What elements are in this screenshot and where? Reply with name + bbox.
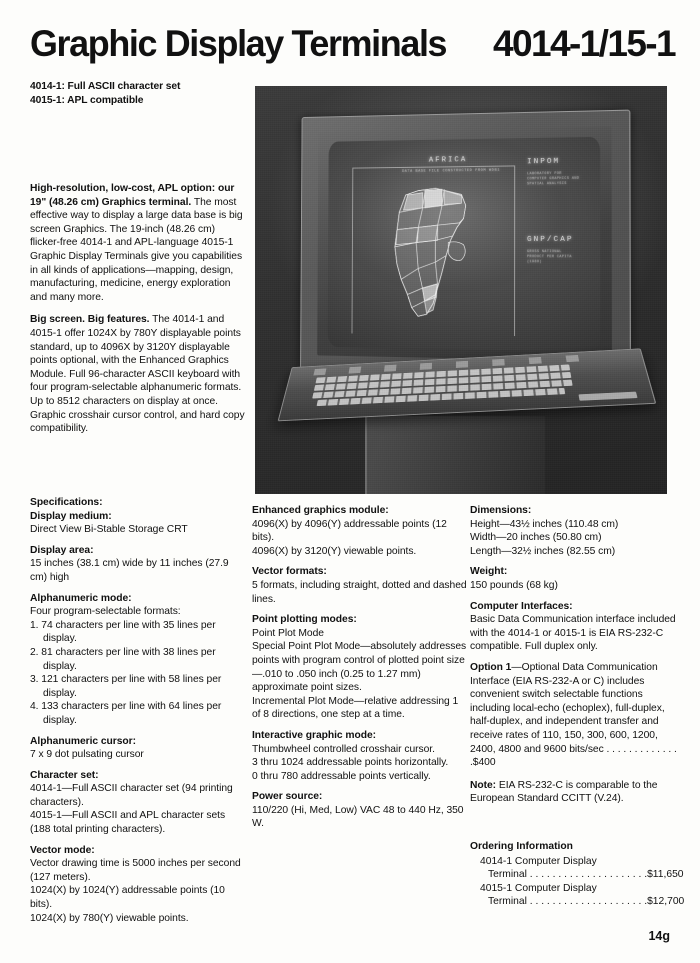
spec-group-line: 1024(X) by 1024(Y) addressable points (10 bits). bbox=[30, 885, 225, 911]
intro-column bbox=[30, 182, 245, 445]
note-text: EIA RS-232-C is comparable to the European Standard CCITT (V.24). bbox=[470, 779, 658, 805]
spec-group-label: Alphanumeric cursor: bbox=[30, 735, 136, 747]
spec-group-label: Vector formats: bbox=[252, 566, 327, 578]
spec-group-line: Vector drawing time is 5000 inches per second (127 meters). bbox=[30, 858, 241, 883]
spec-group-line: 150 pounds (68 kg) bbox=[470, 579, 558, 591]
screen-panel-1-title: INPOM bbox=[527, 157, 561, 167]
ordering-heading: Ordering Information bbox=[470, 841, 573, 852]
ordering-item-name: 4015-1 Computer Display bbox=[480, 882, 597, 894]
page-title: Graphic Display Terminals bbox=[30, 23, 447, 64]
intro-paragraph-1-body: The most effective way to display a large data base is big screen Graphics. The 19-inch (48.26 cm) flicker-free 4014-1 and APL-language 4015-1 Graphic Display Terminals give you capabilities in all kinds of applications—mapping, design, manufacturing, medicine, energy exploration and many more. bbox=[30, 196, 243, 303]
intro-paragraph-2-lead: Big screen. Big features. bbox=[30, 314, 150, 326]
intro-paragraph-1-lead: High-resolution, low-cost, APL option: our 19" (48.26 cm) Graphics terminal. bbox=[30, 183, 235, 208]
spec-group-line: Thumbwheel controlled crosshair cursor. bbox=[252, 743, 435, 755]
screen-panel-1-subtitle: LABORATORY FOR COMPUTER GRAPHICS AND SPATIAL ANALYSIS bbox=[527, 171, 580, 187]
option-1-paragraph bbox=[470, 661, 685, 770]
spec-group-line: Height—43½ inches (110.48 cm) bbox=[470, 518, 619, 530]
spec-group-line: 1024(X) by 780(Y) viewable points. bbox=[30, 912, 189, 924]
spec-group-label: Display medium: bbox=[30, 510, 112, 522]
spec-group-line: 110/220 (Hi, Med, Low) VAC 48 to 440 Hz, 350 W. bbox=[252, 804, 464, 830]
model-number: 4014-1/15-1 bbox=[493, 23, 675, 64]
ordering-item-price-line: Terminal . . . . . . . . . . . . . . . . . . . . .$11,650 bbox=[488, 869, 684, 881]
spec-group-label: Point plotting modes: bbox=[252, 614, 357, 626]
subheading-line-2: 4015-1: APL compatible bbox=[30, 95, 144, 107]
spec-group-line: 4096(X) by 3120(Y) viewable points. bbox=[252, 545, 417, 557]
spec-group-label: Enhanced graphics module: bbox=[252, 505, 389, 516]
spec-group-line: Direct View Bi-Stable Storage CRT bbox=[30, 524, 188, 536]
specifications-column-left bbox=[30, 496, 245, 925]
spec-group-line: Incremental Plot Mode—relative addressing 1 of 8 directions, one step at a time. bbox=[252, 695, 459, 721]
spec-group-line: 7 x 9 dot pulsating cursor bbox=[30, 749, 144, 761]
screen-panel-2-subtitle: GROSS NATIONAL PRODUCT PER CAPITA (1980) bbox=[527, 250, 572, 265]
spec-numbered-item: 3. 121 characters per line with 58 lines per display. bbox=[30, 674, 222, 699]
spec-group-label: Dimensions: bbox=[470, 505, 532, 516]
screen-subtitle: DATA BASE FILE CONSTRUCTED FROM WDB1 bbox=[402, 169, 501, 175]
ordering-items bbox=[470, 855, 685, 909]
spec-group-line: Width—20 inches (50.80 cm) bbox=[470, 532, 602, 544]
spec-group-line: Point Plot Mode bbox=[252, 627, 324, 639]
spec-group-label: Display area: bbox=[30, 544, 94, 556]
spec-group-line: Basic Data Communication interface included with the 4014-1 or 4015-1 is EIA RS-232-C compatible. Full duplex only. bbox=[470, 614, 676, 653]
spec-group-label: Alphanumeric mode: bbox=[30, 592, 132, 604]
crt-screen bbox=[328, 137, 601, 352]
spec-group-line: Four program-selectable formats: bbox=[30, 606, 181, 618]
spec-group-label: Interactive graphic mode: bbox=[252, 729, 377, 741]
page-header bbox=[30, 22, 675, 68]
spec-group-line: 4096(X) by 4096(Y) addressable points (12 bits). bbox=[252, 518, 447, 544]
intro-paragraph-2 bbox=[30, 313, 245, 435]
keyboard-brand-badge bbox=[578, 392, 637, 401]
page-number: 14g bbox=[648, 929, 670, 943]
option-1-text: —Optional Data Communication Interface (EIA RS-232-A or C) includes convenient switch selectable functions including local-echo (echoplex), full-duplex, half-duplex, and independent transfer and receive rates of 110, 150, 300, 600, 1200, 2400, 4800 and 9600 bits/sec . . . . . . . . . . . . . .$400 bbox=[470, 661, 677, 769]
spec-group-label: Power source: bbox=[252, 791, 323, 803]
screen-title: AFRICA bbox=[428, 155, 468, 165]
spec-group-line: 4015-1—Full ASCII and APL character sets (188 total printing characters). bbox=[30, 810, 226, 836]
product-photo bbox=[255, 86, 667, 494]
spec-group-line: Length—32½ inches (82.55 cm) bbox=[470, 545, 616, 557]
monitor-bezel bbox=[317, 126, 612, 361]
intro-paragraph-1 bbox=[30, 182, 245, 304]
spec-group-line: 5 formats, including straight, dotted and dashed lines. bbox=[252, 579, 467, 605]
intro-paragraph-2-body: The 4014-1 and 4015-1 offer 1024X by 780Y displayable points standard, up to 4096X by 3120Y displayable points optional, with the Enhanced Graphics Module. Full 96-character ASCII keyboard with four program-selectable alphanumeric formats. Up to 8512 characters on display at once. Graphic crosshair cursor control, and hard copy compatibility. bbox=[30, 314, 245, 435]
spec-group-label: Vector mode: bbox=[30, 844, 95, 856]
option-1-label: Option 1 bbox=[470, 661, 512, 673]
ordering-item-price-line: Terminal . . . . . . . . . . . . . . . . . . . . .$12,700 bbox=[488, 896, 685, 908]
spec-group-line: 4014-1—Full ASCII character set (94 printing characters). bbox=[30, 783, 233, 808]
specifications-heading: Specifications: bbox=[30, 497, 103, 508]
note-paragraph bbox=[470, 779, 685, 806]
subheading bbox=[30, 80, 245, 108]
subheading-line-1: 4014-1: Full ASCII character set bbox=[30, 81, 181, 92]
spec-group-label: Computer Interfaces: bbox=[470, 600, 573, 612]
spec-group-label: Weight: bbox=[470, 566, 508, 578]
crt-monitor bbox=[300, 110, 631, 378]
africa-map-graphic bbox=[372, 176, 507, 341]
screen-panel-2-title: GNP/CAP bbox=[527, 235, 574, 244]
note-label: Note: bbox=[470, 779, 497, 791]
specifications-column-right bbox=[470, 504, 685, 815]
ordering-information bbox=[470, 840, 685, 909]
spec-group-label: Character set: bbox=[30, 769, 99, 781]
ordering-item-name: 4014-1 Computer Display bbox=[480, 855, 597, 867]
spec-numbered-item: 4. 133 characters per line with 64 lines per display. bbox=[30, 701, 222, 726]
pedestal-edge-highlight bbox=[365, 416, 367, 494]
spec-numbered-item: 1. 74 characters per line with 35 lines per display. bbox=[30, 619, 216, 645]
spec-numbered-item: 2. 81 characters per line with 38 lines per display. bbox=[30, 646, 216, 672]
spec-group-line: 0 thru 780 addressable points vertically. bbox=[252, 770, 431, 782]
spec-group-line: 3 thru 1024 addressable points horizontally. bbox=[252, 757, 449, 769]
specs-right-groups bbox=[470, 504, 685, 654]
specifications-column-middle bbox=[252, 504, 467, 831]
spec-group-line: Special Point Plot Mode—absolutely addresses points with program control of plotted point size—.010 to .050 inch (0.25 to 1.27 mm) approximate point sizes. bbox=[252, 641, 467, 694]
specs-left-groups bbox=[30, 510, 245, 926]
spec-group-line: 15 inches (38.1 cm) wide by 11 inches (27.9 cm) high bbox=[30, 558, 229, 583]
specs-mid-groups bbox=[252, 504, 467, 831]
terminal-pedestal bbox=[365, 416, 545, 494]
